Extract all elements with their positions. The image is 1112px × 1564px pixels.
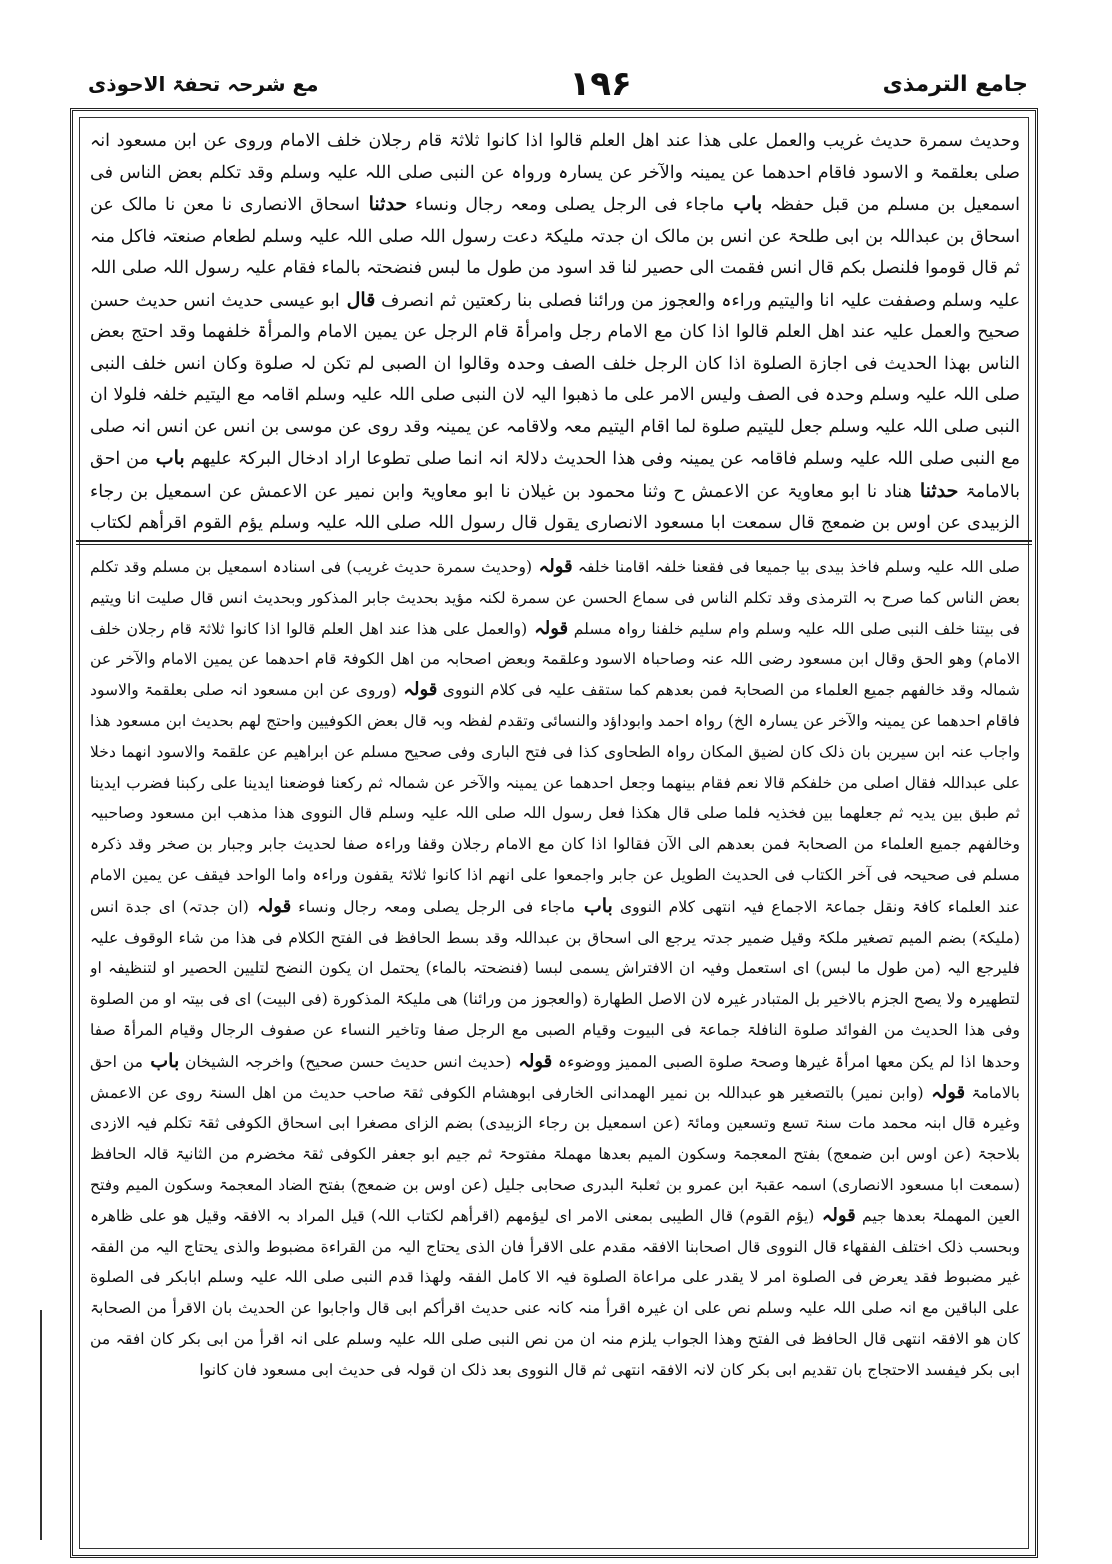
section-divider-inner (76, 544, 1032, 545)
page-number: ۱۹۶ (569, 64, 632, 104)
chapter-heading-marker: باب (142, 1049, 180, 1072)
narration-marker: حدثنا (359, 193, 408, 215)
qawluhu-marker: قولہ (527, 617, 569, 639)
page-header (88, 62, 1028, 106)
commentary-paragraph: (یؤم القوم) قال الطیبی بمعنی الامر ای لیؤمھم (اقرأھم لکتاب اللہ) قیل المراد بہ الافقہ وقیل ھو علی ظاھرہ وبحسب ذلک اختلف الفقھاء قال النووی قال اصحابنا الافقہ مقدم علی الاقرأ فان الذی یحتاج الیہ من القراءة مضبوط والذی یحتاج الیہ من الفقہ غیر مضبوط فقد یعرض فی الصلوة امر لا یقدر علی مراعاة الصلوة فیہ الا کامل الفقہ ولھذا قدم النبی صلی اللہ علیہ وسلم ابابکر فی الصلوة علی الباقین مع انہ صلی اللہ علیہ وسلم نص علی ان غیرہ اقرأ منہ کانہ عنی حدیث اقرأکم ابی قال واجابوا عن الحدیث بان الاقرأ من الصحابۃ کان ھو الافقہ انتھی قال الحافظ فی الفتح وھذا الجواب یلزم منہ ان من نص النبی صلی اللہ علیہ وسلم علی انہ اقرأ من ابی بکر کان افقہ من ابی بکر فیفسد الاحتجاج بان تقدیم ابی بکر کان لانہ الافقہ انتھی ثم قال النووی بعد ذلک ان قولہ فی حدیث ابی مسعود فان کانوا (90, 1206, 1020, 1379)
main-paragraph: اسحاق الانصاری نا معن نا مالک عن اسحاق بن عبداللہ بن ابی طلحۃ عن انس بن مالک ان جدتہ ملیکۃ دعت رسول اللہ صلی اللہ علیہ وسلم لطعام صنعتہ فاکل منہ ثم قال قوموا فلنصل بکم قال انس فقمت الی حصیر لنا قد اسود من طول ما لبس فنضحتہ بالماء فقام علیہ رسول اللہ صلی اللہ علیہ وسلم وصففت علیہ انا والیتیم وراءہ والعجوز من ورائنا فصلی بنا رکعتین ثم انصرف (90, 195, 1020, 311)
qala-marker: قال (339, 288, 376, 311)
commentary-text (90, 552, 1020, 1548)
commentary-paragraph: (والعمل علی ھذا عند اھل العلم قالوا اذا کانوا ثلاثۃ قام رجلان خلف الامام) وھو الحق وقال ابن مسعود رضی اللہ عنہ وصاحباہ الاسود وعلقمۃ وبعض اصحابہ من اھل الکوفۃ قام احدھما عن یمین الامام والآخر عن شمالہ وقد خالفھم جمیع العلماء من الصحابۃ فمن بعدھم کما ستقف علیہ فی کلام النووی (90, 619, 1020, 700)
main-paragraph: ھناد نا ابو معاویۃ عن الاعمش ح وثنا محمود بن غیلان نا ابو معاویۃ وابن نمیر عن الاعمش عن اسمعیل بن رجاء الزبیدی عن اوس بن ضمعج قال سمعت ابا مسعود الانصاری یقول قال رسول اللہ صلی اللہ علیہ وسلم یؤم القوم اقرأھم لکتاب (90, 481, 1020, 533)
main-paragraph: ابو عیسی حدیث انس حدیث حسن صحیح والعمل علیہ عند اھل العلم قالوا اذا کان مع الامام رجل وامرأۃ قام الرجل عن یمین الامام والمرأۃ خلفھما وقد احتج بعض الناس بھذا الحدیث فی اجازة الصلوة اذا کان الرجل خلف الصف وحدہ وقالوا ان الصبی لم تکن لہ صلوة وکان انس خلف النبی صلی اللہ علیہ وسلم وحدہ فی الصف ولیس الامر علی ما ذھبوا الیہ لان النبی صلی اللہ علیہ وسلم اقامہ مع الیتیم خلفہ فلولا ان النبی صلی اللہ علیہ وسلم جعل للیتیم صلوة لما اقام الیتیم معہ ولاقامہ عن یمینہ وقد روی عن موسی بن انس عن انس انہ صلی مع النبی صلی اللہ علیہ وسلم فاقامہ عن یمینہ وفی ھذا الحدیث دلالۃ انہ انما صلی تطوعا اراد ادخال البرکۃ علیھم (90, 290, 1020, 469)
qawluhu-marker: قولہ (923, 1081, 966, 1103)
chapter-heading-marker: باب (575, 894, 613, 917)
qawluhu-marker: قولہ (814, 1204, 856, 1226)
chapter-heading: من احق بالامامۃ (90, 1052, 1020, 1102)
commentary-paragraph: (وحدیث سمرة حدیث غریب) فی اسنادہ اسمعیل بن مسلم وقد تکلم بعض الناس کما صرح بہ الترمذی وقد تکلم الناس فی سماع الحسن عن سمرة لکنہ مؤید بحدیث جابر المذکور وبحدیث انس قال صلیت انا ویتیم فی بیتنا خلف النبی صلی اللہ علیہ وسلم وام سلیم خلفنا رواہ مسلم (90, 558, 1020, 638)
chapter-heading: من احق بالامامۃ (90, 449, 1020, 502)
book-title: جامع الترمذی (882, 71, 1028, 97)
qawluhu-marker: قولہ (532, 556, 573, 577)
chapter-heading-marker: باب (724, 193, 763, 215)
commentary-paragraph: (ان جدتہ) ای جدة انس (ملیکۃ) بضم المیم تصغیر ملکۃ وقیل ضمیر جدتہ یرجع الی اسحاق بن عبداللہ وقد بسط الحافظ فی الفتح الکلام فی ھذا من شاء الوقوف علیہ فلیرجع الیہ (من طول ما لبس) ای استعمل وفیہ ان الافتراش یسمی لبسا (فنضحتہ بالماء) یحتمل ان یکون النضح لتلیین الحصیر او لتنظیفہ او لتطھیرہ ولا یصح الجزم بالاخیر بل المتبادر غیرہ لان الاصل الطھارة (والعجوز من ورائنا) ھی ملیکۃ المذکورة (فی البیت) ای فی بیتہ او من الصلوة وفی ھذا الحدیث من الفوائد صلوة النافلۃ جماعۃ فی البیوت وقیام الصبی مع الرجل صفا وتاخیر النساء عن صفوف الرجال وقیام المرأۃ صفا وحدھا اذا لم یکن معھا امرأۃ غیرھا وصحۃ صلوة الصبی الممیز ووضوءہ (90, 897, 1020, 1071)
commentary-paragraph: (وابن نمیر) بالتصغیر ھو عبداللہ بن نمیر الھمدانی الخارفی ابوھشام الکوفی ثقۃ صاحب حدیث من اھل السنۃ روی عن الاعمش وغیرہ قال ابنہ محمد مات سنۃ تسع وتسعین ومائۃ (عن اسمعیل بن رجاء الزبیدی) بضم الزای مصغرا ابی اسحاق الکوفی ثقۃ تکلم فیہ الازدی بلاحجۃ (عن اوس ابن ضمعج) بفتح المعجمۃ وسکون المیم بعدھا مھملۃ مفتوحۃ ثم جیم ابو جعفر الکوفی ثقۃ مخضرم من الثانیۃ قالہ الحافظ (سمعت ابا مسعود الانصاری) اسمہ عقبۃ ابن عمرو بن ثعلبۃ البدری صحابی جلیل (عن اوس بن ضمعج) بفتح الضاد المعجمۃ وسکون المیم وفتح العین المھملۃ بعدھا جیم (90, 1083, 1020, 1225)
chapter-heading: ماجاء فی الرجل یصلی ومعہ رجال ونساء (407, 195, 725, 215)
commentary-paragraph: (حدیث انس حدیث حسن صحیح) واخرجہ الشیخان (179, 1052, 512, 1071)
main-paragraph: وحدیث سمرة حدیث غریب والعمل علی ھذا عند اھل العلم قالوا اذا کانوا ثلاثۃ قام رجلان خلف الامام وروی عن ابن مسعود انہ صلی بعلقمۃ و الاسود فاقام احدھما عن یمینہ والآخر عن یسارہ ورواہ عن النبی صلی اللہ علیہ وسلم وقد تکلم بعض الناس فی اسمعیل بن مسلم من قبل حفظہ (90, 131, 1020, 215)
section-divider (76, 540, 1032, 542)
qawluhu-marker: قولہ (248, 895, 292, 917)
main-hadith-text (90, 126, 1020, 538)
commentary-title: مع شرحہ تحفۃ الاحوذی (88, 72, 319, 96)
qawluhu-marker: قولہ (511, 1050, 553, 1072)
commentary-paragraph: صلی اللہ علیہ وسلم فاخذ بیدی بیا جمیعا فی فقعنا خلفہ اقامنا خلفہ (572, 558, 1020, 576)
margin-mark (40, 1310, 56, 1540)
commentary-paragraph: (وروی عن ابن مسعود انہ صلی بعلقمۃ والاسود فاقام احدھما عن یمینہ والآخر عن یسارہ الخ) رواہ احمد وابوداؤد والنسائی وتقدم لفظہ وبہ قال بعض الکوفیین واحتج لھم بحدیث ابن مسعود ھذا واجاب عنہ ابن سیرین بان ذلک کان لضیق المکان رواہ الطحاوی کذا فی فتح الباری وفی صحیح مسلم عن ابراھیم عن علقمۃ والاسود انھما دخلا علی عبداللہ فقال اصلی من خلفکم قالا نعم فقام بینھما وجعل احدھما عن یمینہ والآخر عن شمالہ ثم رکعنا فوضعنا ایدینا علی رکبنا فضرب ایدینا ثم طبق بین یدیہ ثم جعلھما بین فخذیہ فلما صلی قال ھکذا فعل رسول اللہ صلی اللہ علیہ وسلم قال النووی ھذا مذھب ابن مسعود وصاحبیہ وخالفھم جمیع العلماء من الصحابۃ فمن بعدھم الی الآن فقالوا اذا کان مع الامام رجلان وقفا وراءہ صفا لحدیث جابر وجبار بن صخر وقد ذکرہ مسلم فی صحیحہ فی آخر الکتاب فی الحدیث الطویل عن جابر واجمعوا علی انھم اذا کانوا ثلاثۃ یقفون وراءہ واما الواحد فیقف عن یمین الامام عند العلماء کافۃ ونقل جماعۃ الاجماع فیہ انتھی کلام النووی (90, 681, 1020, 916)
chapter-heading-marker: باب (148, 447, 185, 469)
qawluhu-marker: قولہ (396, 679, 438, 701)
narration-marker: حدثنا (911, 479, 959, 502)
chapter-heading: ماجاء فی الرجل یصلی ومعہ رجال ونساء (291, 897, 576, 916)
